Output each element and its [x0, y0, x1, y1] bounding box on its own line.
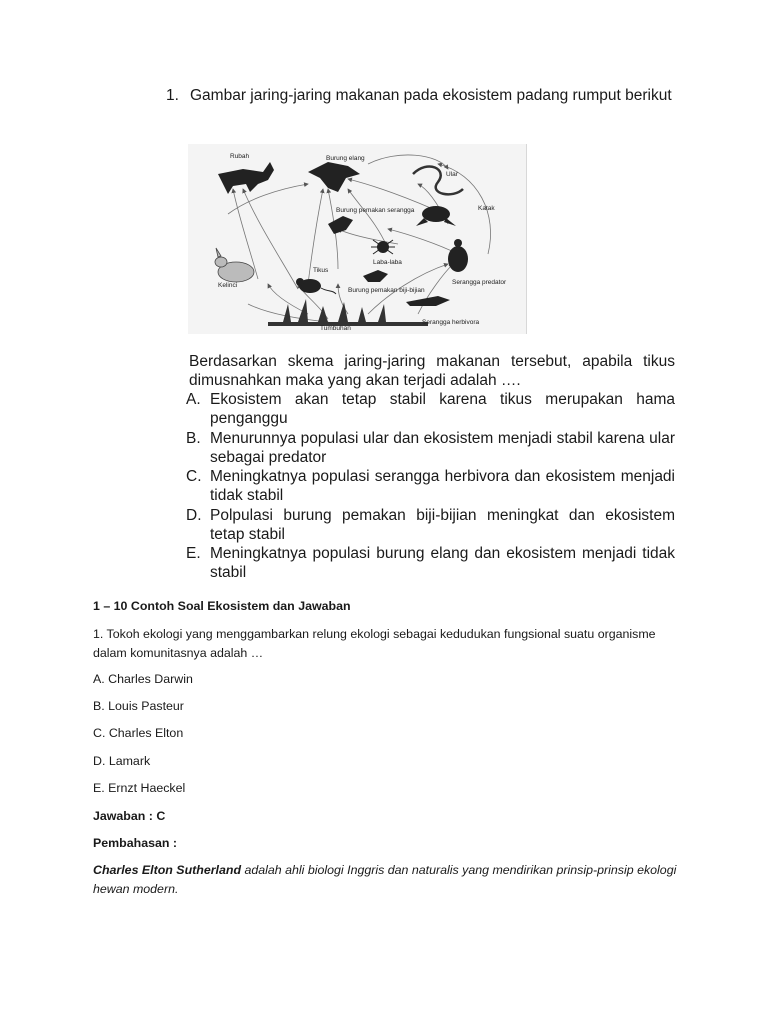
label-rat: Tikus	[313, 267, 329, 274]
label-fox: Rubah	[230, 153, 250, 160]
insect-bird-figure	[328, 216, 353, 234]
label-spider: Laba-laba	[373, 259, 402, 266]
grasshopper-figure	[406, 296, 450, 306]
question-1	[166, 86, 676, 106]
option-e: E. Meningkatnya populasi burung elang dan ekosistem menjadi tidak stabil	[186, 545, 675, 581]
beetle-figure	[448, 239, 468, 272]
section-option-e: E. Ernzt Haeckel	[93, 781, 186, 795]
discussion-name: Charles Elton Sutherland	[93, 863, 242, 877]
option-c: C. Meningkatnya populasi serangga herbivora dan ekosistem menjadi tidak stabil	[186, 468, 675, 504]
section-option-c: C. Charles Elton	[93, 726, 184, 740]
label-predator-insect: Serangga predator	[452, 279, 507, 286]
discussion-text	[93, 861, 683, 899]
label-herbivore-insect: Serangga herbivora	[422, 319, 480, 326]
discussion-label: Pembahasan :	[93, 836, 178, 850]
eagle-figure	[308, 162, 360, 192]
section-question: 1. Tokoh ekologi yang menggambarkan relung ekologi sebagai kedudukan fungsional suatu organisme dalam komunitasnya adalah …	[93, 627, 656, 660]
seed-bird-figure	[363, 270, 388, 282]
discussion-body: adalah ahli biologi Inggris dan naturalis yang mendirikan prinsip-prinsip ekologi hewan modern.	[93, 863, 677, 896]
option-b: B. Menurunnya populasi ular dan ekosistem menjadi stabil karena ular sebagai predator	[186, 429, 675, 466]
fox-figure	[218, 162, 274, 194]
label-snake: Ular	[446, 171, 458, 178]
label-rabbit: Kelinci	[218, 282, 238, 289]
question-number: 1.	[166, 87, 179, 104]
label-eagle: Burung elang	[326, 155, 365, 162]
label-insect-bird: Burung pemakan serangga	[336, 207, 415, 214]
food-web-diagram	[188, 144, 526, 334]
answer-label: Jawaban : C	[93, 809, 166, 823]
section-option-b: B. Louis Pasteur	[93, 699, 184, 713]
label-plants: Tumbuhan	[320, 325, 351, 332]
plants-figure	[268, 299, 428, 326]
question-text: Gambar jaring-jaring makanan pada ekosistem padang rumput berikut	[190, 87, 672, 104]
rat-figure	[296, 278, 336, 294]
section-option-a: A. Charles Darwin	[93, 672, 193, 686]
section-heading: 1 – 10 Contoh Soal Ekosistem dan Jawaban	[93, 599, 351, 613]
section-option-d: D. Lamark	[93, 754, 151, 768]
food-web-image	[188, 144, 527, 334]
option-d: D. Polpulasi burung pemakan biji-bijian meningkat dan ekosistem tetap stabil	[186, 506, 675, 543]
frog-figure	[416, 206, 456, 226]
question-1-options	[186, 390, 675, 583]
spider-figure	[371, 240, 395, 254]
rabbit-figure	[215, 248, 254, 282]
label-frog: Katak	[478, 205, 495, 212]
label-seed-bird: Burung pemakan biji-bijian	[348, 287, 425, 294]
option-a: A. Ekosistem akan tetap stabil karena tikus merupakan hama penganggu	[186, 391, 675, 427]
question-stem: Berdasarkan skema jaring-jaring makanan tersebut, apabila tikus dimusnahkan maka yang akan terjadi adalah ….	[189, 353, 675, 389]
